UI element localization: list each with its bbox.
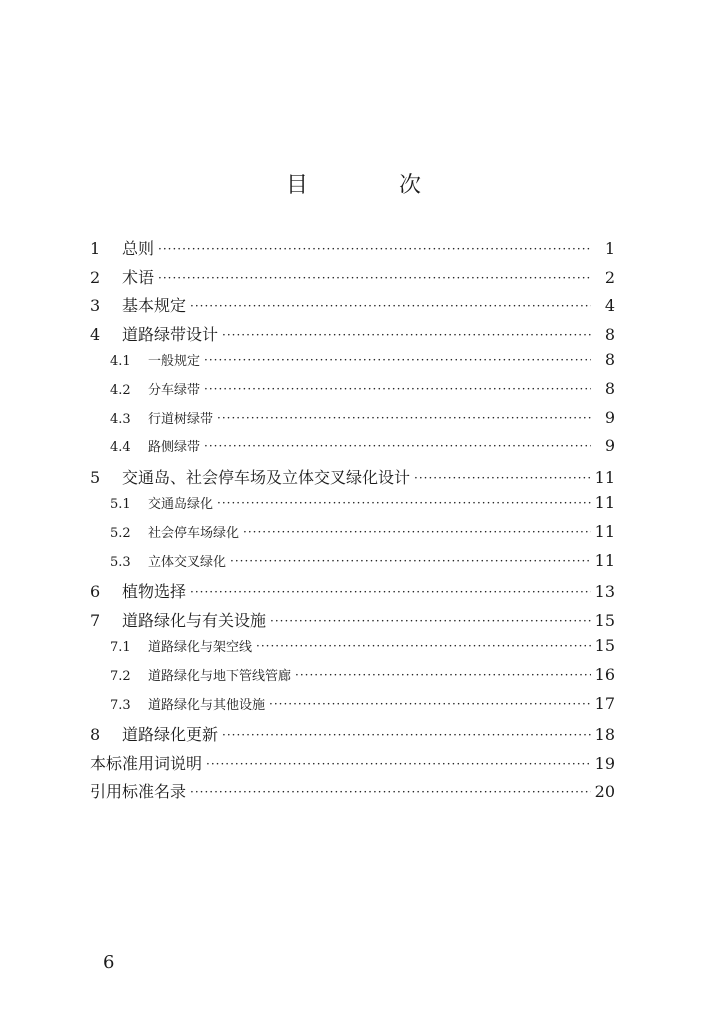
toc-entry-title: 术语 <box>122 267 155 287</box>
toc-leader-dots <box>222 328 591 342</box>
toc-entry-5-3[interactable] <box>90 551 615 580</box>
toc-leader-dots <box>414 471 591 485</box>
toc-entry-title: 道路绿化与其他设施 <box>148 697 266 713</box>
toc-entry-title: 社会停车场绿化 <box>148 525 240 541</box>
toc-leader-dots <box>190 785 591 799</box>
page-number: 6 <box>103 952 115 973</box>
toc-entry-2[interactable] <box>90 265 615 294</box>
toc-entry-page: 11 <box>594 467 615 487</box>
toc-leader-dots <box>158 242 591 256</box>
toc-entry-page: 19 <box>594 753 615 773</box>
toc-leader-dots <box>270 614 591 628</box>
toc-leader-dots <box>204 439 591 453</box>
toc-entry-title: 一般规定 <box>148 354 201 370</box>
toc-entry-number: 5.3 <box>110 554 131 570</box>
toc-entry-7-1[interactable] <box>90 636 615 665</box>
toc-entry-4[interactable] <box>90 322 615 351</box>
toc-leader-dots <box>204 353 591 367</box>
toc-leader-dots <box>217 496 591 510</box>
toc-entry-number: 3 <box>90 296 101 316</box>
toc-entry-title: 总则 <box>122 239 155 258</box>
toc-entry-page: 11 <box>594 521 615 541</box>
toc-entry-title: 植物选择 <box>122 582 187 602</box>
toc-entry-6[interactable] <box>90 579 615 608</box>
toc-entry-number: 4.2 <box>110 382 131 398</box>
toc-entry-number: 7 <box>90 610 101 630</box>
toc-entry-title: 道路绿带设计 <box>122 324 219 344</box>
toc-leader-dots <box>158 271 591 285</box>
toc-entry-7-2[interactable] <box>90 665 615 694</box>
toc-leader-dots <box>222 728 591 742</box>
toc-entry-page: 11 <box>594 550 615 570</box>
toc-entry-page: 8 <box>604 350 615 370</box>
toc-leader-dots <box>295 668 591 682</box>
toc-entry-page: 8 <box>604 324 615 344</box>
toc-entry-number: 7.3 <box>110 697 131 713</box>
toc-entry-page: 1 <box>604 239 615 258</box>
toc-entry-title: 交通岛、社会停车场及立体交叉绿化设计 <box>122 467 411 487</box>
toc-entry-number: 8 <box>90 725 101 745</box>
toc-entry-7[interactable] <box>90 608 615 637</box>
toc-entry-number: 4 <box>90 324 101 344</box>
toc-entry-number: 5.2 <box>110 525 131 541</box>
toc-entry-number: 4.3 <box>110 411 131 427</box>
toc-leader-dots <box>256 639 591 653</box>
toc-entry-page: 11 <box>594 493 615 513</box>
toc-entry-page: 17 <box>594 693 615 713</box>
toc-entry-referenced-standards[interactable] <box>90 779 615 808</box>
toc-entry-title: 道路绿化与有关设施 <box>122 610 267 630</box>
toc-entry-page: 15 <box>594 636 615 656</box>
toc-entry-page: 9 <box>604 436 615 456</box>
toc-entry-wording-explanation[interactable] <box>90 751 615 780</box>
toc-entry-page: 9 <box>604 407 615 427</box>
toc-entry-number: 7.1 <box>110 640 131 656</box>
toc-entry-8[interactable] <box>90 722 615 751</box>
toc-entry-page: 20 <box>594 782 615 802</box>
toc-entry-title: 道路绿化与地下管线管廊 <box>148 668 292 684</box>
toc-entry-page: 4 <box>604 296 615 316</box>
toc-entry-number: 7.2 <box>110 668 131 684</box>
page-title: 目 次 <box>286 173 463 198</box>
toc-entry-page: 13 <box>594 582 615 602</box>
toc-entry-title: 引用标准名录 <box>90 782 187 802</box>
toc-entry-page: 18 <box>594 725 615 745</box>
toc-entry-number: 6 <box>90 582 101 602</box>
toc-leader-dots <box>206 757 591 771</box>
toc-entry-1[interactable] <box>90 236 615 265</box>
toc-leader-dots <box>243 525 591 539</box>
toc-entry-title: 路侧绿带 <box>148 440 201 456</box>
toc-entry-title: 道路绿化更新 <box>122 725 219 745</box>
toc-entry-number: 4.1 <box>110 354 131 370</box>
toc-entry-4-3[interactable] <box>90 408 615 437</box>
toc-entry-title: 分车绿带 <box>148 382 201 398</box>
toc-entry-page: 8 <box>604 378 615 398</box>
toc-entry-3[interactable] <box>90 293 615 322</box>
toc-entry-5[interactable] <box>90 465 615 494</box>
toc-entry-page: 15 <box>594 610 615 630</box>
toc-entry-title: 交通岛绿化 <box>148 497 214 513</box>
toc-entry-4-1[interactable] <box>90 350 615 379</box>
toc-leader-dots <box>269 697 591 711</box>
toc-entry-title: 基本规定 <box>122 296 187 316</box>
toc-leader-dots <box>190 299 591 313</box>
toc-entry-4-4[interactable] <box>90 436 615 465</box>
toc-entry-7-3[interactable] <box>90 694 615 723</box>
toc-entry-number: 1 <box>90 239 101 258</box>
toc-entry-title: 立体交叉绿化 <box>148 554 227 570</box>
toc-leader-dots <box>230 554 591 568</box>
toc-entry-5-2[interactable] <box>90 522 615 551</box>
toc-entry-title: 道路绿化与架空线 <box>148 640 253 656</box>
toc-leader-dots <box>204 382 591 396</box>
toc-leader-dots <box>217 411 591 425</box>
toc-entry-number: 4.4 <box>110 440 131 456</box>
table-of-contents <box>90 236 615 808</box>
toc-leader-dots <box>190 585 591 599</box>
toc-entry-5-1[interactable] <box>90 493 615 522</box>
toc-entry-title: 行道树绿带 <box>148 411 214 427</box>
toc-entry-page: 16 <box>594 664 615 684</box>
toc-entry-number: 2 <box>90 267 101 287</box>
toc-entry-page: 2 <box>604 267 615 287</box>
toc-entry-number: 5.1 <box>110 497 131 513</box>
toc-entry-title: 本标准用词说明 <box>90 753 203 773</box>
toc-entry-number: 5 <box>90 467 101 487</box>
toc-entry-4-2[interactable] <box>90 379 615 408</box>
